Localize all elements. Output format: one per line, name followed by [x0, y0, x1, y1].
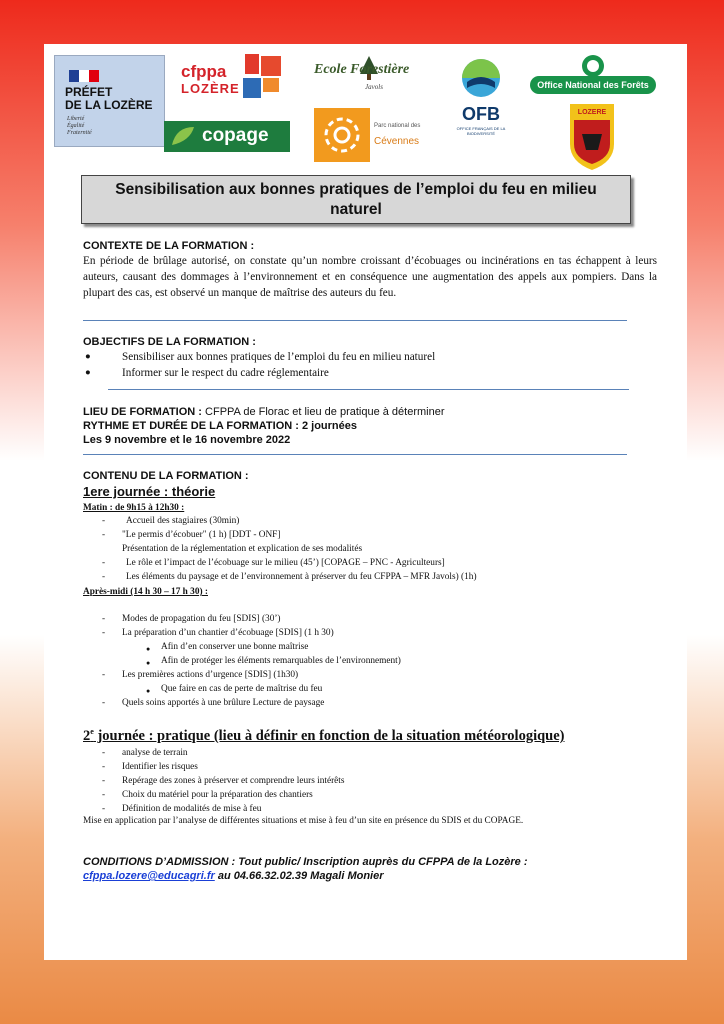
- day2-item-text: Identifier les risques: [122, 762, 198, 772]
- copage-logo-text: copage: [202, 125, 269, 146]
- objectifs-heading: OBJECTIFS DE LA FORMATION :: [83, 336, 256, 348]
- apres-item-text: Afin d’en conserver une bonne maîtrise: [161, 642, 309, 652]
- ecole-logo-place: Javols: [365, 83, 383, 91]
- ofb-logo: [448, 58, 514, 138]
- section-divider: [83, 320, 627, 321]
- list-item: - Accueil des stagiaires (30min): [102, 516, 240, 526]
- day2-title: journée : pratique (lieu à définir en fonction de la situation météorologique): [93, 727, 565, 744]
- apres-midi-list: [83, 612, 663, 710]
- matin-item-text: Présentation de la réglementation et explication de ses modalités: [122, 544, 363, 554]
- list-item: - Les premières actions d’urgence [SDIS] (1h30): [102, 670, 299, 680]
- ecole-logo-name: Ecole Forestière: [314, 62, 410, 77]
- copage-leaf-icon: [170, 125, 196, 147]
- matin-list: [83, 514, 663, 584]
- prefet-lozere-logo: [54, 55, 165, 147]
- contexte-text: En période de brûlage autorisé, on constate qu’un nombre croissant d’écobuages ou incinérations en tas échappent à leurs auteurs, causant des dommages à l’environnement et en conséquence une augmentation des appels aux pompiers. Dans la plupart des cas, est observé un manque de maîtrise des auteurs du feu.: [83, 255, 657, 299]
- list-item: ● Sensibiliser aux bonnes pratiques de l’emploi du feu en milieu naturel: [85, 351, 436, 363]
- ofb-circle-icon: [461, 58, 501, 98]
- list-item: - Choix du matériel pour la préparation des chantiers: [102, 790, 313, 800]
- objectifs-list: [83, 349, 643, 381]
- ecole-forestiere-logo: [306, 56, 442, 96]
- onf-tree-icon: [580, 54, 606, 78]
- matin-item-text: Les éléments du paysage et de l’environnement à préserver du feu CFPPA – MFR Javols) (1h): [126, 572, 477, 582]
- day1-heading: 1ere journée : théorie: [83, 484, 216, 499]
- list-item: ● Afin d’en conserver une bonne maîtrise: [146, 642, 309, 653]
- cfppa-logo-name: cfppa: [181, 62, 227, 81]
- list-item: - analyse de terrain: [102, 748, 188, 758]
- list-item: - Définition de modalités de mise à feu: [102, 804, 262, 814]
- matin-item-text: Le rôle et l’impact de l’écobuage sur le milieu (45’) [COPAGE – PNC - Agriculteurs]: [126, 558, 445, 568]
- matin-heading: Matin : de 9h15 à 12h30 :: [83, 503, 185, 513]
- pnc-logo-top: Parc national des: [374, 123, 421, 129]
- day2-heading: [83, 727, 565, 745]
- prefet-line2: DE LA LOZÈRE: [65, 98, 153, 112]
- list-item: - "Le permis d’écobuer" (1 h) [DDT - ONF]: [102, 530, 281, 540]
- email-link[interactable]: cfppa.lozere@educagri.fr: [83, 870, 215, 882]
- dates-line: Les 9 novembre et le 16 novembre 2022: [83, 434, 291, 446]
- apres-item-text: Modes de propagation du feu [SDIS] (30’): [122, 614, 281, 624]
- matin-item-text: Accueil des stagiaires (30min): [126, 516, 240, 526]
- page-title: Sensibilisation aux bonnes pratiques de l’emploi du feu en milieu naturel: [115, 180, 597, 218]
- list-item: - Le rôle et l’impact de l’écobuage sur le milieu (45’) [COPAGE – PNC - Agriculteurs]: [102, 558, 445, 568]
- list-item: - Modes de propagation du feu [SDIS] (30’): [102, 614, 281, 624]
- contenu-heading: CONTENU DE LA FORMATION :: [83, 470, 249, 482]
- copage-logo: [164, 121, 290, 152]
- document-sheet: [44, 44, 687, 960]
- apres-midi-heading: Après-midi (14 h 30 – 17 h 30) :: [83, 587, 208, 597]
- parc-cevennes-logo: [314, 108, 444, 162]
- day2-item-text: Repérage des zones à préserver et comprendre leurs intérêts: [122, 776, 345, 786]
- matin-item-text: "Le permis d’écobuer" (1 h) [DDT - ONF]: [122, 530, 281, 540]
- ofb-logo-name: OFB: [462, 104, 500, 124]
- motto-2: Égalité: [67, 123, 85, 129]
- prefet-motto: [67, 116, 127, 137]
- day2-superscript: e: [90, 727, 94, 736]
- pnc-logo-name: Cévennes: [374, 136, 420, 147]
- list-item: - Quels soins apportés à une brûlure Lecture de paysage: [102, 698, 325, 708]
- contexte-heading: CONTEXTE DE LA FORMATION :: [83, 240, 255, 252]
- section-divider: [108, 389, 629, 390]
- pnc-orange-box: [314, 108, 370, 162]
- rythme-line: RYTHME ET DURÉE DE LA FORMATION : 2 journées: [83, 420, 357, 432]
- list-item: - Repérage des zones à préserver et comprendre leurs intérêts: [102, 776, 345, 786]
- cfppa-lozere-logo: [179, 54, 285, 104]
- lozere-crest-logo: [568, 104, 616, 170]
- contact-text: au 04.66.32.02.39 Magali Monier: [214, 870, 384, 882]
- motto-1: Liberté: [67, 116, 85, 122]
- day2-number: 2: [83, 727, 91, 744]
- apres-item-text: Les premières actions d’urgence [SDIS] (1h30): [122, 670, 299, 680]
- day2-item-text: Définition de modalités de mise à feu: [122, 804, 262, 814]
- list-item: ● Informer sur le respect du cadre réglementaire: [85, 367, 329, 379]
- onf-logo: [530, 54, 656, 102]
- apres-item-text: La préparation d’un chantier d’écobuage [SDIS] (1 h 30): [122, 628, 334, 638]
- title-box: [81, 175, 631, 224]
- ofb-logo-full: OFFICE FRANÇAIS DE LA BIODIVERSITÉ: [456, 126, 506, 136]
- prefet-line1: PRÉFET: [65, 85, 113, 99]
- cfppa-mosaic-icon: [241, 54, 285, 102]
- list-item: - La préparation d’un chantier d’écobuage [SDIS] (1 h 30): [102, 628, 334, 638]
- list-item: ● Afin de protéger les éléments remarquables de l’environnement): [146, 656, 401, 667]
- day2-item-text: Choix du matériel pour la préparation des chantiers: [122, 790, 313, 800]
- cfppa-logo-sub: LOZÈRE: [181, 81, 240, 96]
- french-flag-icon: [69, 69, 99, 81]
- list-item: [83, 542, 663, 556]
- list-item: - Les éléments du paysage et de l’environnement à préserver du feu CFPPA – MFR Javols) (1h): [102, 572, 477, 582]
- apres-item-text: Afin de protéger les éléments remarquables de l’environnement): [161, 656, 401, 666]
- conclusion-text: Mise en application par l’analyse de différentes situations et mise à feu d’un site en présence du SDIS et du COPAGE.: [83, 816, 524, 826]
- list-item: ● Que faire en cas de perte de maîtrise du feu: [146, 684, 323, 695]
- objectif-text: Sensibiliser aux bonnes pratiques de l’emploi du feu en milieu naturel: [122, 351, 436, 363]
- onf-logo-text: Office National des Forêts: [537, 80, 649, 90]
- contact-line: [83, 870, 384, 882]
- apres-item-text: Quels soins apportés à une brûlure Lecture de paysage: [122, 698, 325, 708]
- lieu-value: CFPPA de Florac et lieu de pratique à déterminer: [205, 406, 445, 418]
- lozere-logo-text: LOZERE: [577, 109, 607, 116]
- prefet-logo-text: [65, 86, 165, 112]
- spiral-icon: [314, 108, 370, 162]
- list-item: - Identifier les risques: [102, 762, 198, 772]
- objectif-text: Informer sur le respect du cadre réglementaire: [122, 367, 329, 379]
- apres-item-text: Que faire en cas de perte de maîtrise du feu: [161, 684, 323, 694]
- conditions-line: CONDITIONS D’ADMISSION : Tout public/ Inscription auprès du CFPPA de la Lozère :: [83, 856, 528, 868]
- motto-3: Fraternité: [67, 130, 92, 136]
- lieu-line: [83, 406, 445, 418]
- day2-item-text: analyse de terrain: [122, 748, 188, 758]
- day2-list: [83, 746, 663, 816]
- lieu-label: LIEU DE FORMATION :: [83, 406, 202, 418]
- section-divider: [83, 454, 627, 455]
